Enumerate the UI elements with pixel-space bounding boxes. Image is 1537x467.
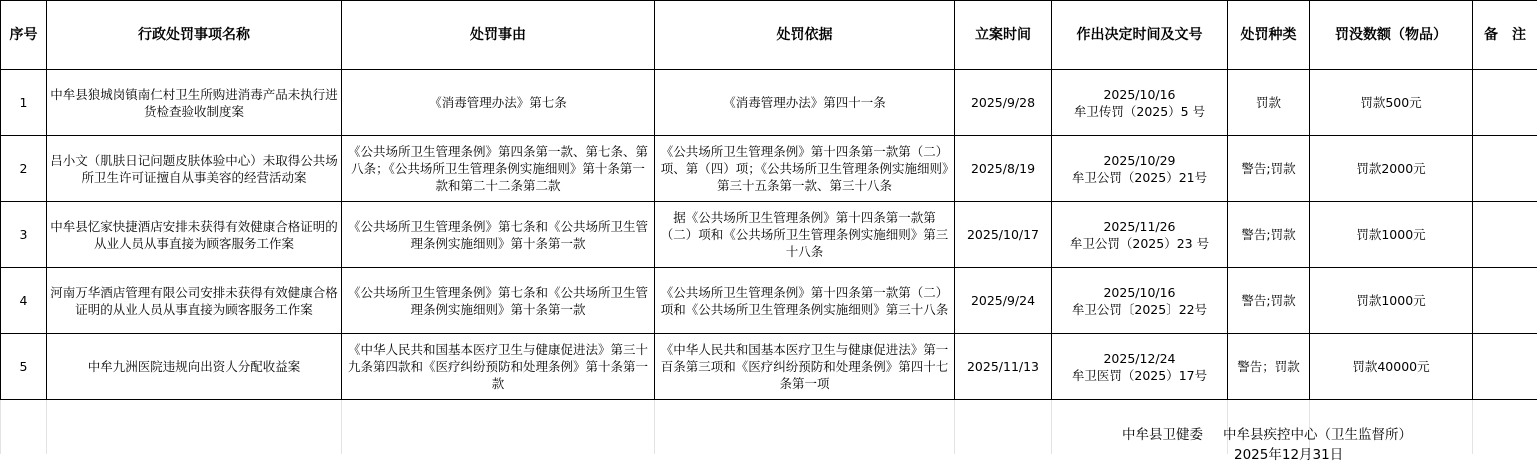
empty-cell	[47, 400, 342, 455]
cell-name: 中牟县忆家快捷酒店安排未获得有效健康合格证明的从业人员从事直接为顾客服务工作案	[47, 202, 342, 268]
header-basis: 处罚依据	[655, 1, 955, 70]
cell-filing-date: 2025/8/19	[955, 136, 1052, 202]
decision-date: 2025/11/26	[1103, 218, 1176, 234]
cell-remark	[1473, 136, 1537, 202]
issuing-dept-health-commission: 中牟县卫健委	[1122, 427, 1203, 443]
cell-reason: 《公共场所卫生管理条例》第四条第一款、第七条、第八条；《公共场所卫生管理条例实施细则》第十条第一款和第二十二条第二款	[342, 136, 655, 202]
cell-type: 警告;罚款	[1228, 136, 1310, 202]
cell-seq: 2	[1, 136, 47, 202]
cell-decision	[1052, 202, 1228, 268]
cell-name: 吕小文（肌肤日记问题皮肤体验中心）未取得公共场所卫生许可证擅自从事美容的经营活动案	[47, 136, 342, 202]
cell-amount: 罚款1000元	[1310, 268, 1473, 334]
empty-cell	[1, 400, 47, 455]
header-reason: 处罚事由	[342, 1, 655, 70]
decision-date: 2025/12/24	[1103, 350, 1176, 366]
issue-date: 2025年12月31日	[1234, 447, 1344, 463]
cell-reason: 《中华人民共和国基本医疗卫生与健康促进法》第三十九条第四款和《医疗纠纷预防和处理条例》第十条第一款	[342, 334, 655, 400]
cell-decision	[1052, 268, 1228, 334]
header-filing-date: 立案时间	[955, 1, 1052, 70]
header-row	[1, 1, 1537, 70]
cell-remark	[1473, 202, 1537, 268]
cell-basis: 《公共场所卫生管理条例》第十四条第一款第（二）项和《公共场所卫生管理条例实施细则》第三十八条	[655, 268, 955, 334]
cell-remark	[1473, 70, 1537, 136]
issuing-departments	[1122, 425, 1412, 445]
header-amount: 罚没数额（物品）	[1310, 1, 1473, 70]
decision-number: 牟卫医罚（2025）17号	[1071, 367, 1208, 383]
decision-date: 2025/10/16	[1103, 284, 1176, 300]
cell-remark	[1473, 334, 1537, 400]
cell-basis: 《中华人民共和国基本医疗卫生与健康促进法》第一百条第三项和《医疗纠纷预防和处理条例》第四十七条第一项	[655, 334, 955, 400]
issuing-dept-cdc: 中牟县疾控中心（卫生监督所）	[1223, 427, 1412, 443]
cell-type: 罚款	[1228, 70, 1310, 136]
empty-cell	[655, 400, 955, 455]
decision-number: 牟卫公罚（2025）23 号	[1069, 235, 1210, 251]
cell-seq: 1	[1, 70, 47, 136]
cell-filing-date: 2025/9/24	[955, 268, 1052, 334]
header-seq: 序号	[1, 1, 47, 70]
cell-decision	[1052, 334, 1228, 400]
table-row	[1, 136, 1537, 202]
decision-number: 牟卫公罚（2025）21号	[1071, 169, 1208, 185]
cell-type: 警告;罚款	[1228, 202, 1310, 268]
cell-name: 中牟九洲医院违规向出资人分配收益案	[47, 334, 342, 400]
decision-number: 牟卫传罚（2025）5 号	[1073, 103, 1206, 119]
cell-seq: 5	[1, 334, 47, 400]
empty-cell	[955, 400, 1052, 455]
cell-filing-date: 2025/10/17	[955, 202, 1052, 268]
cell-amount: 罚款2000元	[1310, 136, 1473, 202]
cell-decision	[1052, 70, 1228, 136]
cell-name: 河南万华酒店管理有限公司安排未获得有效健康合格证明的从业人员从事直接为顾客服务工作案	[47, 268, 342, 334]
empty-cell	[1473, 400, 1537, 455]
decision-number: 牟卫公罚〔2025〕22号	[1071, 301, 1208, 317]
cell-reason: 《消毒管理办法》第七条	[342, 70, 655, 136]
header-name: 行政处罚事项名称	[47, 1, 342, 70]
table-row	[1, 334, 1537, 400]
cell-type: 警告;罚款	[1228, 268, 1310, 334]
decision-date: 2025/10/29	[1103, 152, 1176, 168]
cell-filing-date: 2025/9/28	[955, 70, 1052, 136]
cell-seq: 4	[1, 268, 47, 334]
cell-amount: 罚款40000元	[1310, 334, 1473, 400]
cell-type: 警告；罚款	[1228, 334, 1310, 400]
decision-date: 2025/10/16	[1103, 86, 1176, 102]
cell-basis: 据《公共场所卫生管理条例》第十四条第一款第（二）项和《公共场所卫生管理条例实施细则》第三十八条	[655, 202, 955, 268]
cell-filing-date: 2025/11/13	[955, 334, 1052, 400]
signature-block	[1122, 425, 1412, 465]
cell-basis: 《消毒管理办法》第四十一条	[655, 70, 955, 136]
table-row	[1, 202, 1537, 268]
table-row	[1, 70, 1537, 136]
cell-basis: 《公共场所卫生管理条例》第十四条第一款第（二）项、第（四）项；《公共场所卫生管理条例实施细则》第三十五条第一款、第三十八条	[655, 136, 955, 202]
cell-seq: 3	[1, 202, 47, 268]
cell-decision	[1052, 136, 1228, 202]
cell-amount: 罚款500元	[1310, 70, 1473, 136]
cell-name: 中牟县狼城岗镇南仁村卫生所购进消毒产品未执行进货检查验收制度案	[47, 70, 342, 136]
table-row	[1, 268, 1537, 334]
cell-amount: 罚款1000元	[1310, 202, 1473, 268]
cell-remark	[1473, 268, 1537, 334]
header-remark: 备 注	[1473, 1, 1537, 70]
header-type: 处罚种类	[1228, 1, 1310, 70]
cell-reason: 《公共场所卫生管理条例》第七条和《公共场所卫生管理条例实施细则》第十条第一款	[342, 202, 655, 268]
cell-reason: 《公共场所卫生管理条例》第七条和《公共场所卫生管理条例实施细则》第十条第一款	[342, 268, 655, 334]
header-decision: 作出决定时间及文号	[1052, 1, 1228, 70]
empty-cell	[342, 400, 655, 455]
